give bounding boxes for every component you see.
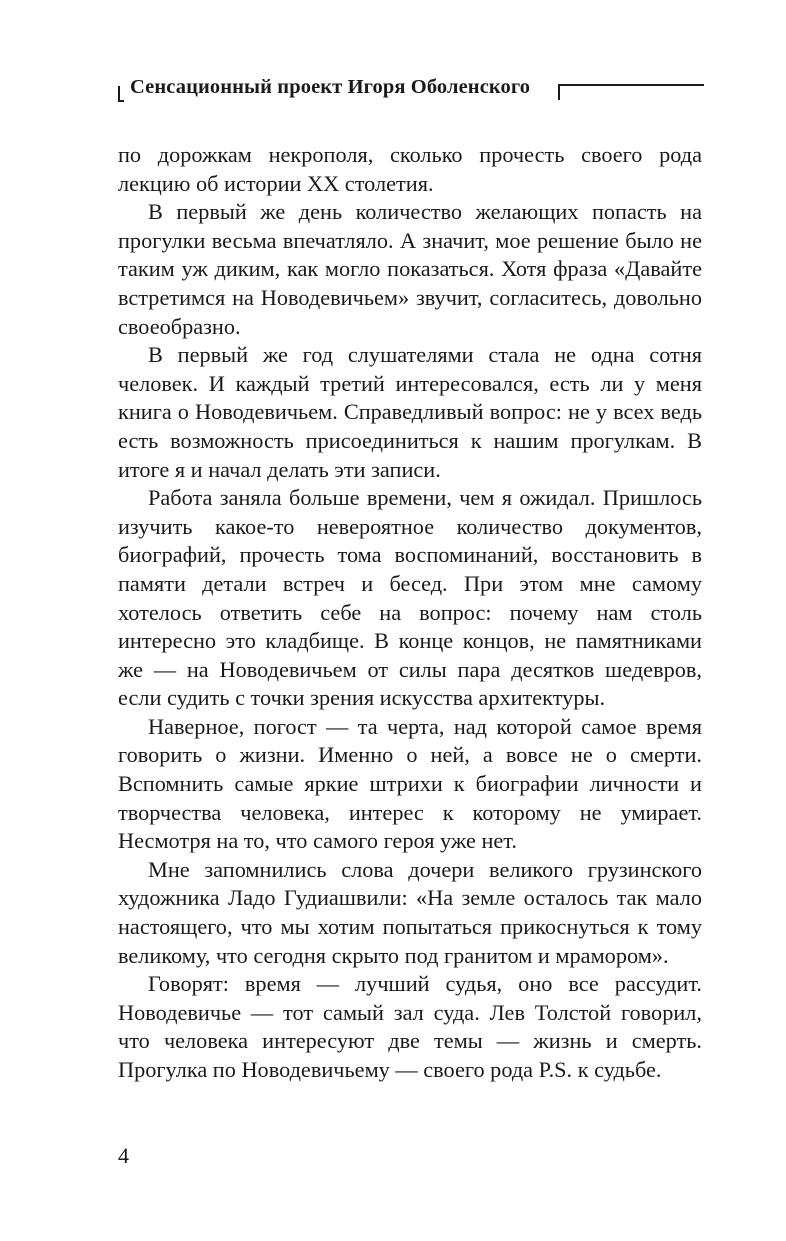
paragraph: В первый же день количество желающих попасть на прогулки весьма впечатляло. А значит, мое решение было не таким уж диким, как могло показаться. Хотя фраза «Давайте встретимся на Новодевичьем» звучит, согласитесь, довольно своеобразно. <box>118 199 702 339</box>
paragraph: Работа заняла больше времени, чем я ожидал. Пришлось изучить какое-то невероятное количество документов, биографий, прочесть тома воспоминаний, восстановить в памяти детали встреч и бесед. При этом мне самому хотелось ответить себе на вопрос: почему нам столь интересно это кладбище. В конце концов, не памятниками же — на Новодевичьем от силы пара десятков шедевров, если судить с точки зрения искусства архитектуры. <box>118 485 702 711</box>
body-text <box>118 141 702 1085</box>
paragraph: В первый же год слушателями стала не одна сотня человек. И каждый третий интересовался, есть ли у меня книга о Новодевичьем. Справедливый вопрос: не у всех ведь есть возможность присоединиться к нашим прогулкам. В итоге я и начал делать эти записи. <box>118 342 702 482</box>
running-header <box>118 72 704 102</box>
header-bracket-left <box>118 86 124 102</box>
page-number: 4 <box>118 1143 129 1168</box>
header-title: Сенсационный проект Игоря Оболенского <box>130 76 531 98</box>
header-bracket-right <box>558 84 704 100</box>
paragraph: Мне запомнились слова дочери великого грузинского художника Ладо Гудиашвили: «На земле осталось так мало настоящего, что мы хотим попытаться прикоснуться к тому великому, что сегодня скрыто под гранитом и мрамором». <box>118 856 702 968</box>
paragraph: по дорожкам некрополя, сколько прочесть своего рода лекцию об истории XX столетия. <box>118 142 702 196</box>
paragraph: Наверное, погост — та черта, над которой самое время говорить о жизни. Именно о ней, а вовсе не о смерти. Вспомнить самые яркие штрихи к биографии личности и творчества человека, интерес к которому не умирает. Несмотря на то, что самого героя уже нет. <box>118 713 702 854</box>
paragraph: Говорят: время — лучший судья, оно все рассудит. Новодевичье — тот самый зал суда. Лев Толстой говорил, что человека интересуют две темы — жизнь и смерть. Прогулка по Новодевичьему — своего рода P.S. к судьбе. <box>118 971 702 1082</box>
